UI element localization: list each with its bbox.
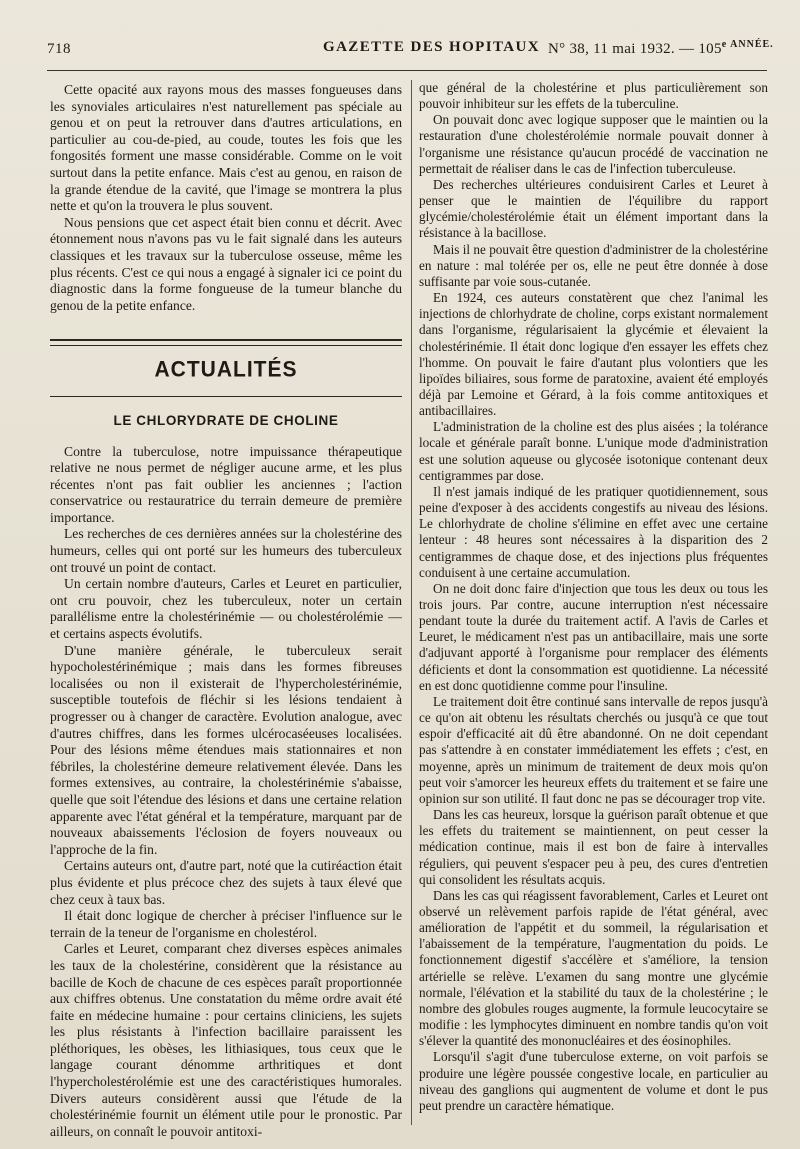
paragraph: Un certain nombre d'auteurs, Carles et Leuret en particulier, ont cru pouvoir, chez les tuberculeux, noter un certain parallélisme entre la cholestérinémie — ou cholestérolémie — et certains aspects évolutifs. [50, 576, 402, 642]
paragraph: Le traitement doit être continué sans intervalle de repos jusqu'à ce qu'on ait obtenu les résultats cherchés ou jusqu'à ce que tout espoir d'efficacité ait dû être abandonné. On ne doit cependant pas s'attendre à en constater immédiatement les effets ; c'est, en moyenne, après un minimum de traitement de deux mois qu'on peut voir s'amorcer les heureux effets du traitement et se faire une opinion sur son utilité. Il faut donc ne pas se décourager trop vite. [419, 693, 768, 806]
section-separator [50, 339, 402, 346]
page-number: 718 [47, 41, 71, 57]
paragraph: Cette opacité aux rayons mous des masses fongueuses dans les synoviales articulaires n'est naturellement pas spéciale au genou et on peut la retrouver dans d'autres articulations, en particulier au cou-de-pied, au coude, toutes les fois que les fongosités forment une masse considérable. Comme on le voit surtout dans la petite enfance. Mais c'est au genou, en raison de la grande étendue de la cavité, que l'image se montrera la plus nette et qu'on la trouvera le plus souvent. [50, 82, 402, 214]
paragraph: que général de la cholestérine et plus particulièrement son pouvoir inhibiteur sur les effets de la tuberculine. [419, 80, 768, 112]
left-column [50, 82, 402, 1140]
page-header [0, 0, 800, 64]
issue-year-suffix: e ANNÉE. [721, 39, 774, 50]
column-divider [411, 80, 412, 1125]
paragraph: Nous pensions que cet aspect était bien connu et décrit. Avec étonnement nous n'avons pas vu le fait signalé dans les auteurs classiques et les travaux sur la tuberculose osseuse, même les plus récents. C'est ce qui nous a engagé à signaler ici ce point du diagnostic dans la forme fongueuse de la tumeur blanche du genou de la petite enfance. [50, 214, 402, 313]
paragraph: Dans les cas heureux, lorsque la guérison paraît obtenue et que les effets du traitement se maintiennent, on peut cesser la médication continue, mais il est bon de faire à intervalles réguliers, qui peuvent s'espacer peu à peu, des cures d'entretien qui consolident les résultats acquis. [419, 807, 768, 887]
header-rule [47, 70, 767, 71]
paragraph: Contre la tuberculose, notre impuissance thérapeutique relative ne nous permet de négliger aucune arme, et les plus récentes n'ont pas fait oublier les anciennes ; l'action conservatrice ou restauratrice du terrain demeure de première importance. [50, 443, 402, 525]
paragraph: On pouvait donc avec logique supposer que le maintien ou la restauration d'une cholestérolémie normale pouvait donner à l'organisme une résistance qu'aucun procédé de vaccination ne permettait de réaliser dans le cas de l'infection tuberculeuse. [419, 112, 768, 176]
paragraph: Lorsqu'il s'agit d'une tuberculose externe, on voit parfois se produire une légère poussée congestive locale, en particulier au niveau des ganglions qui augmentent de volume et dont le pus peut prendre un caractère hématique. [419, 1049, 768, 1113]
journal-title: GAZETTE DES HOPITAUX [323, 39, 540, 55]
issue-date: N° 38, 11 mai 1932. — 105 [548, 41, 722, 57]
paragraph: Des recherches ultérieures conduisirent Carles et Leuret à penser que le maintien de l'équilibre du rapport glycémie/cholestérolémie était un élément important dans la résistance à la bacillose. [419, 176, 768, 241]
paragraph: Il était donc logique de chercher à préciser l'influence sur le terrain de la teneur de l'organisme en cholestérol. [50, 908, 402, 940]
paragraph: Certains auteurs ont, d'autre part, noté que la cutiréaction était plus évidente et plus précoce chez des sujets à taux élevé que chez ceux à taux bas. [50, 858, 402, 907]
paragraph: Les recherches de ces dernières années sur la cholestérine des humeurs, celles qui ont porté sur les humeurs des tuberculeux ont trouvé un point de contact. [50, 526, 402, 575]
paragraph: L'administration de la choline est des plus aisées ; la tolérance locale et générale paraît bonne. L'unique mode d'administration est une solution aqueuse ou glycosée isotonique contenant deux centigrammes par dose. [419, 419, 768, 483]
section-title: ACTUALITÉS [154, 357, 298, 382]
paragraph: Il n'est jamais indiqué de les pratiquer quotidiennement, sous peine d'exposer à des accidents congestifs au niveau des lésions. Le chlorhydrate de choline s'élimine en effet avec une certaine lenteur : 48 heures sont nécessaires à la disparition des 2 centigrammes de chaque dose, et des injections plus fréquentes conduisent à une certaine accumulation. [419, 483, 768, 580]
paragraph: D'une manière générale, le tuberculeux serait hypocholestérinémique ; mais dans les formes fibreuses localisées ou non il existerait de l'hypercholestérinémie, susceptible toutefois de fléchir si les lésions tendaient à progresser ou à changer de caractère. Evolution analogue, avec d'autres chiffres, dans les formes ulcérocaséeuses localisées. Pour des lésions même étendues mais stationnaires et non fébriles, la cholestérine demeure relativement élevée. Dans les formes extensives, au contraire, la cholestérinémie s'abaisse, quelle que soit l'étendue des lésions et dans une certaine relation apparente avec l'état général et la température, marquant par de nouveaux abaissements l'éclosion de foyers nouveaux ou l'approche de la fin. [50, 642, 402, 857]
paragraph: En 1924, ces auteurs constatèrent que chez l'animal les injections de chlorhydrate de choline, corps existant normalement dans l'organisme, régularisaient la glycémie et élevaient la cholestérinémie. Il était donc logique d'en essayer les effets chez l'homme. On pouvait le faire d'autant plus volontiers que les lipoïdes biliaires, sous forme de paratoxine, avaient été employés déjà par Lemoine et Gérard, à la fois comme antitoxiques et antibacillaires. [419, 290, 768, 419]
paragraph: Carles et Leuret, comparant chez diverses espèces animales les taux de la cholestérine, considèrent que la résistance au bacille de Koch de chacune de ces espèces paraît proportionnée aux chiffres obtenus. Une constatation du même ordre avait été faite en médecine humaine : pour certains cliniciens, les sujets les plus résistants à l'infection bacillaire paraissent les pléthoriques, les obèses, les lithiasiques, tous ceux que le langage courant dénomme arthritiques et dont l'hypercholestérolémie est une des caractéristiques humorales. Divers auteurs considèrent aussi que l'étude de la cholestérinémie fournit un élément utile pour le pronostic. Par ailleurs, on connaît le pouvoir antitoxi- [50, 941, 402, 1139]
paragraph: Dans les cas qui réagissent favorablement, Carles et Leuret ont observé un relèvement parfois rapide de l'état général, avec amélioration de l'appétit et du sommeil, la régularisation et l'abaissement de la température, l'augmentation du poids. Le fonctionnement digestif s'accélère et s'améliore, la tension artérielle se relève. L'examen du sang montre une glycémie normale, l'élévation et la stabilité du taux de la cholestérine ; le nombre des globules rouges augmente, la formule leucocytaire se modifie : les lymphocytes diminuent en nombre tandis qu'on voit s'élever la quantité des mononucléaires et des éosinophiles. [419, 887, 768, 1049]
article-title: LE CHLORYDRATE DE CHOLINE [113, 412, 339, 428]
paragraph: Mais il ne pouvait être question d'administrer de la cholestérine en nature : mal tolérée per os, elle ne peut être donnée à dose suffisante par voie sous-cutanée. [419, 241, 768, 289]
section-separator-bottom [50, 396, 402, 397]
issue-info [548, 39, 774, 58]
right-column [419, 80, 768, 1114]
paragraph: On ne doit donc faire d'injection que tous les deux ou tous les trois jours. Par contre, aucune interruption n'est nécessaire pendant toute la durée du traitement actif. A l'avis de Carles et Leuret, le médicament n'est pas un antibacillaire, mais une sorte d'adjuvant apporté à l'organisme pour remplacer des éléments déficients et dont la consommation est quotidienne. La nécessité en est donc quotidienne comme pour l'insuline. [419, 580, 768, 693]
